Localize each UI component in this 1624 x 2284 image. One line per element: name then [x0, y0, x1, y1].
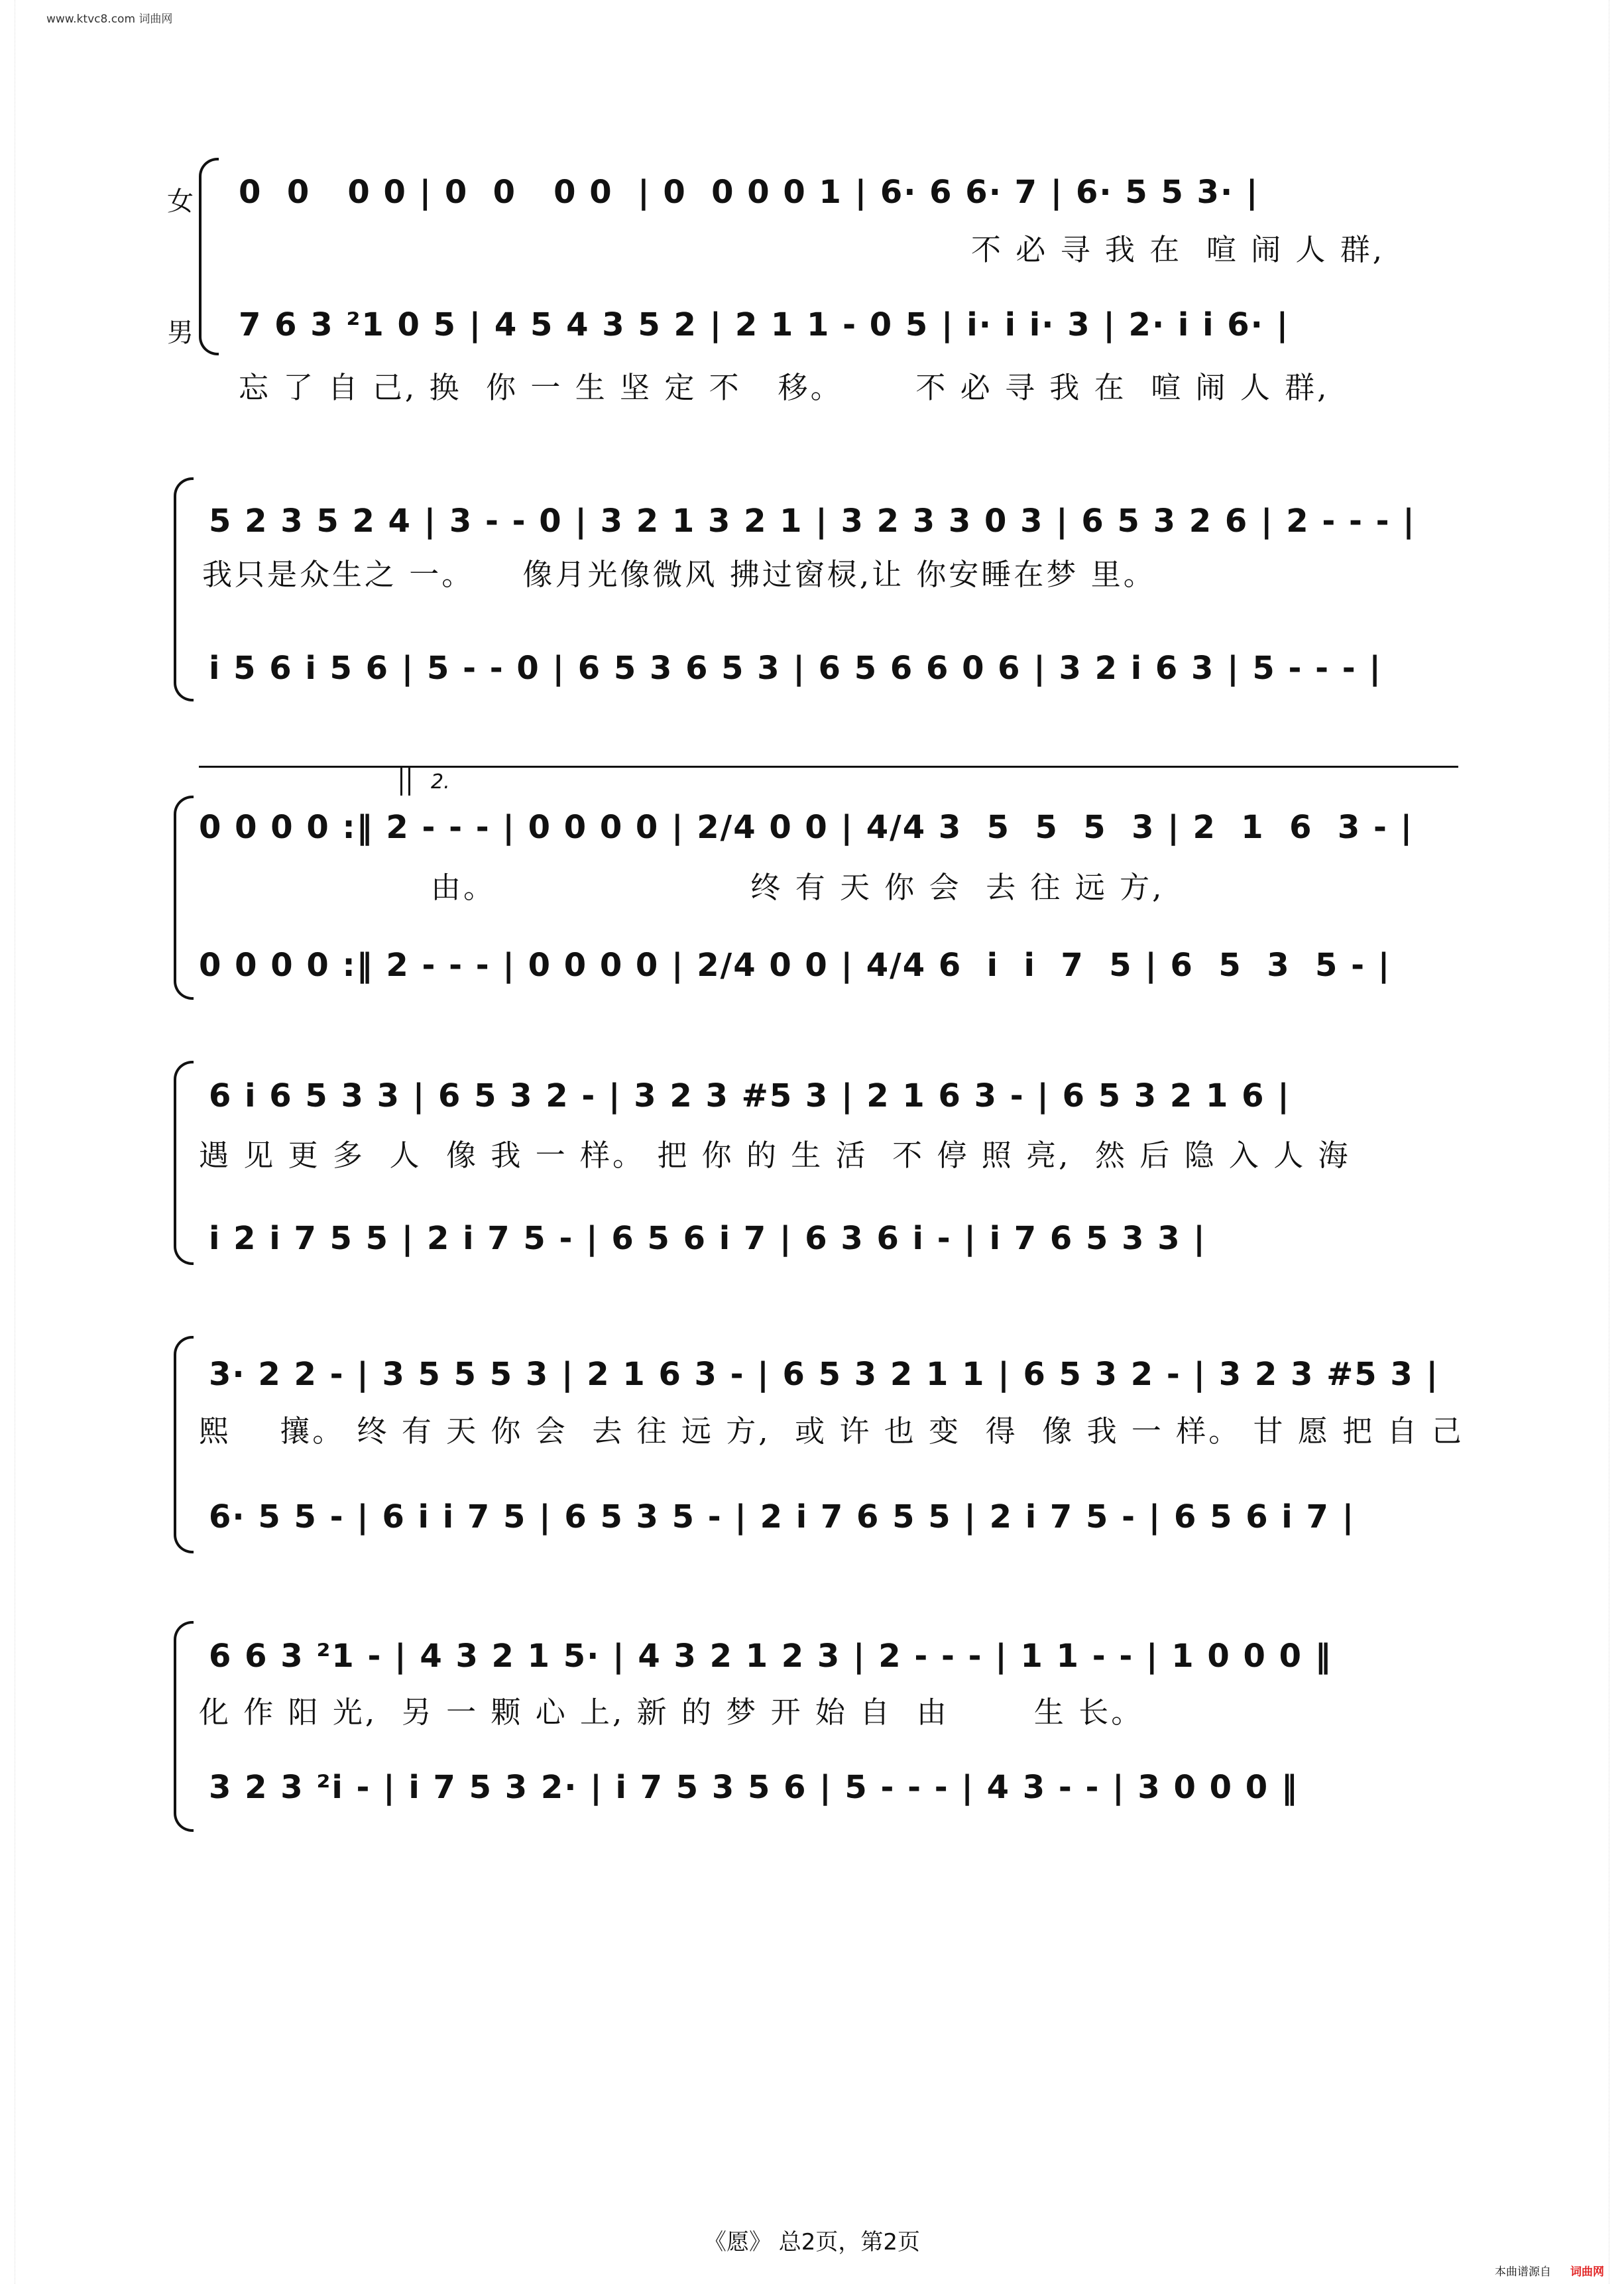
lyrics-female-system-4: 遇 见 更 多 人 像 我 一 样。 把 你 的 生 活 不 停 照 亮, 然 后 隐 入 人 海 [199, 1138, 1351, 1173]
notes-female-system-1: 0 0 0 0 | 0 0 0 0 | 0 0 0 0 1 | 6· 6 6· 7 | 6· 5 5 3· | [239, 174, 1259, 211]
staff-brace [174, 1336, 194, 1553]
lyrics-female-system-6: 化 作 阳 光, 另 一 颗 心 上, 新 的 梦 开 始 自 由 生 长。 [199, 1695, 1144, 1730]
lyrics-female-system-5: 熙 攘。 终 有 天 你 会 去 往 远 方, 或 许 也 变 得 像 我 一 样。 甘 愿 把 自 己 [199, 1413, 1464, 1449]
lyrics-female-system-2: 我只是众生之 一。 像月光像微风 拂过窗棂,让 你安睡在梦 里。 [202, 557, 1156, 592]
notes-female-system-3: 0 0 0 0 :‖ 2 - - - | 0 0 0 0 | 2/4 0 0 | 4/4 3 5 5 5 3 | 2 1 6 3 - | [199, 809, 1414, 846]
page-right-margin-strip [1609, 0, 1624, 2284]
notes-male-system-6: 3 2 3 ²i - | i 7 5 3 2· | i 7 5 3 5 6 | 5 - - - | 4 3 - - | 3 0 0 0 ‖ [209, 1769, 1299, 1806]
notes-female-system-5: 3· 2 2 - | 3 5 5 5 3 | 2 1 6 3 - | 6 5 3 2 1 1 | 6 5 3 2 - | 3 2 3 #5 3 | [209, 1356, 1440, 1393]
notes-male-system-4: i 2 i 7 5 5 | 2 i 7 5 - | 6 5 6 i 7 | 6 3 6 i - | i 7 6 5 3 3 | [209, 1220, 1206, 1257]
staff-brace [174, 477, 194, 701]
site-logo: 词曲网 [1570, 2265, 1604, 2279]
volta-bracket-line [199, 766, 1458, 768]
notes-male-system-3: 0 0 0 0 :‖ 2 - - - | 0 0 0 0 | 2/4 0 0 | 4/4 6 i i 7 5 | 6 5 3 5 - | [199, 947, 1391, 984]
voice-label-male: 男 [167, 318, 194, 348]
staff-brace [174, 1621, 194, 1832]
lyrics-female-system-3: 由。 终 有 天 你 会 去 往 远 方, [431, 870, 1165, 905]
staff-brace [199, 158, 219, 355]
lyrics-female-system-1: 不 必 寻 我 在 喧 闹 人 群, [971, 232, 1385, 267]
volta-bracket-tick [408, 766, 410, 796]
volta-bracket-tick [400, 766, 402, 796]
notes-male-system-2: i 5 6 i 5 6 | 5 - - 0 | 6 5 3 6 5 3 | 6 5 6 6 0 6 | 3 2 i 6 3 | 5 - - - | [209, 650, 1382, 687]
staff-brace [174, 1061, 194, 1265]
page-footer: 《愿》 总2页，第2页 [703, 2229, 921, 2255]
lyrics-male-system-1: 忘 了 自 己, 换 你 一 生 坚 定 不 移。 不 必 寻 我 在 喧 闹 人 群, [239, 370, 1330, 405]
page-left-margin-strip [0, 0, 15, 2284]
staff-brace [174, 796, 194, 1000]
volta-ending-label: 2. [431, 770, 450, 794]
notes-male-system-1: 7 6 3 ²1 0 5 | 4 5 4 3 5 2 | 2 1 1 - 0 5 | i· i i· 3 | 2· i i 6· | [239, 306, 1290, 343]
notes-male-system-5: 6· 5 5 - | 6 i i 7 5 | 6 5 3 5 - | 2 i 7 6 5 5 | 2 i 7 5 - | 6 5 6 i 7 | [209, 1498, 1356, 1535]
source-note: 本曲谱源自 [1495, 2265, 1551, 2279]
notes-female-system-6: 6 6 3 ²1 - | 4 3 2 1 5· | 4 3 2 1 2 3 | 2 - - - | 1 1 - - | 1 0 0 0 ‖ [209, 1638, 1332, 1675]
notes-female-system-2: 5 2 3 5 2 4 | 3 - - 0 | 3 2 1 3 2 1 | 3 2 3 3 0 3 | 6 5 3 2 6 | 2 - - - | [209, 503, 1416, 540]
watermark: www.ktvc8.com 词曲网 [46, 13, 173, 26]
voice-label-female: 女 [167, 186, 194, 217]
notes-female-system-4: 6 i 6 5 3 3 | 6 5 3 2 - | 3 2 3 #5 3 | 2 1 6 3 - | 6 5 3 2 1 6 | [209, 1077, 1291, 1114]
